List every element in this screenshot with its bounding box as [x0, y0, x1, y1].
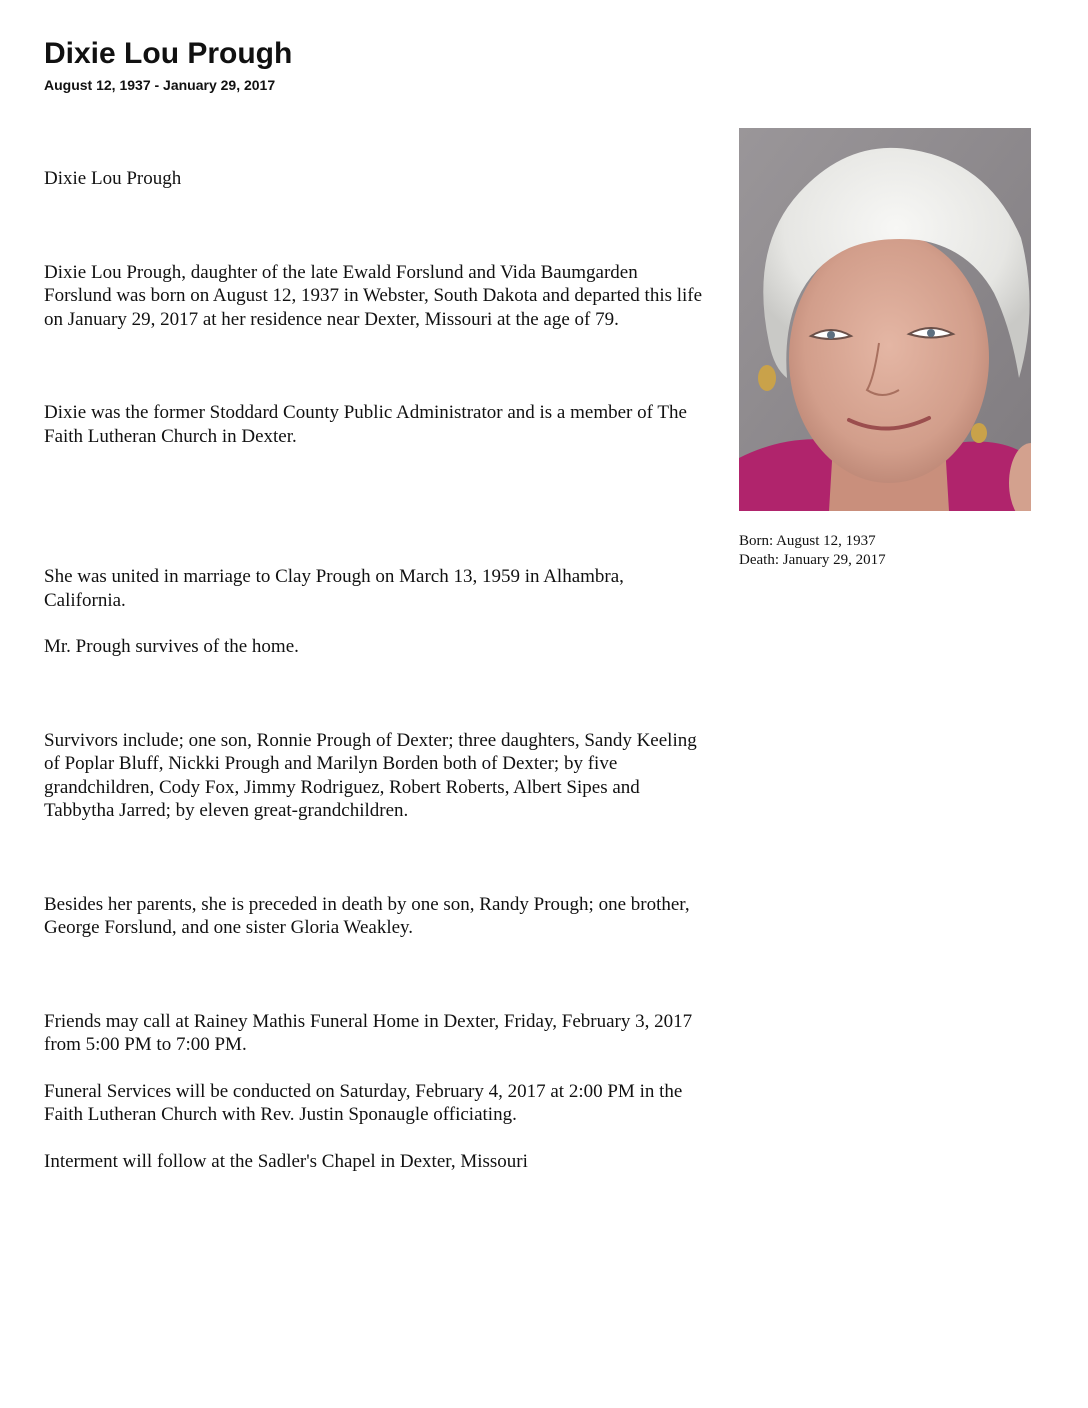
page-title: Dixie Lou Prough — [44, 37, 293, 70]
photo-caption — [739, 532, 886, 570]
obituary-heading: Dixie Lou Prough — [44, 168, 182, 189]
page-header — [44, 36, 292, 94]
obituary-paragraph-preceded: Besides her parents, she is preceded in death by one son, Randy Prough; one brother, George Forslund, and one sister Gloria Weakley. — [44, 893, 690, 938]
obituary-paragraph-visitation: Friends may call at Rainey Mathis Funeral Home in Dexter, Friday, February 3, 2017 from 5:00 PM to 7:00 PM. — [44, 1010, 693, 1055]
obituary-paragraph-interment: Interment will follow at the Sadler's Chapel in Dexter, Missouri — [44, 1150, 528, 1172]
death-date: Death: January 29, 2017 — [739, 552, 886, 568]
photo-right-earring — [971, 423, 987, 443]
photo-face — [789, 233, 989, 483]
obituary-text — [44, 167, 704, 1173]
born-date: Born: August 12, 1937 — [739, 533, 876, 549]
obituary-paragraph-spouse: Mr. Prough survives of the home. — [44, 636, 299, 657]
life-dates: August 12, 1937 - January 29, 2017 — [44, 77, 276, 93]
portrait-photo — [739, 128, 1031, 511]
obituary-paragraph-funeral: Funeral Services will be conducted on Saturday, February 4, 2017 at 2:00 PM in the Faith Lutheran Church with Rev. Justin Sponaugle officiating. — [44, 1080, 683, 1125]
photo-left-earring — [758, 365, 776, 391]
obituary-paragraph-birth: Dixie Lou Prough, daughter of the late Ewald Forslund and Vida Baumgarden Forslund was born on August 12, 1937 in Webster, South Dakota and departed this life on January 29, 2017 at her residence near Dexter, Missouri at the age of 79. — [44, 261, 703, 330]
obituary-paragraph-marriage: She was united in marriage to Clay Prough on March 13, 1959 in Alhambra, California. — [44, 566, 624, 611]
obituary-paragraph-survivors: Survivors include; one son, Ronnie Prough of Dexter; three daughters, Sandy Keeling of Poplar Bluff, Nickki Prough and Marilyn Borden both of Dexter; by five grandchildren, Cody Fox, Jimmy Rodriguez, Robert Roberts, Albert Sipes and Tabbytha Jarred; by eleven great-grandchildren. — [44, 729, 697, 821]
obituary-paragraph-career: Dixie was the former Stoddard County Public Administrator and is a member of The Faith Lutheran Church in Dexter. — [44, 402, 687, 447]
